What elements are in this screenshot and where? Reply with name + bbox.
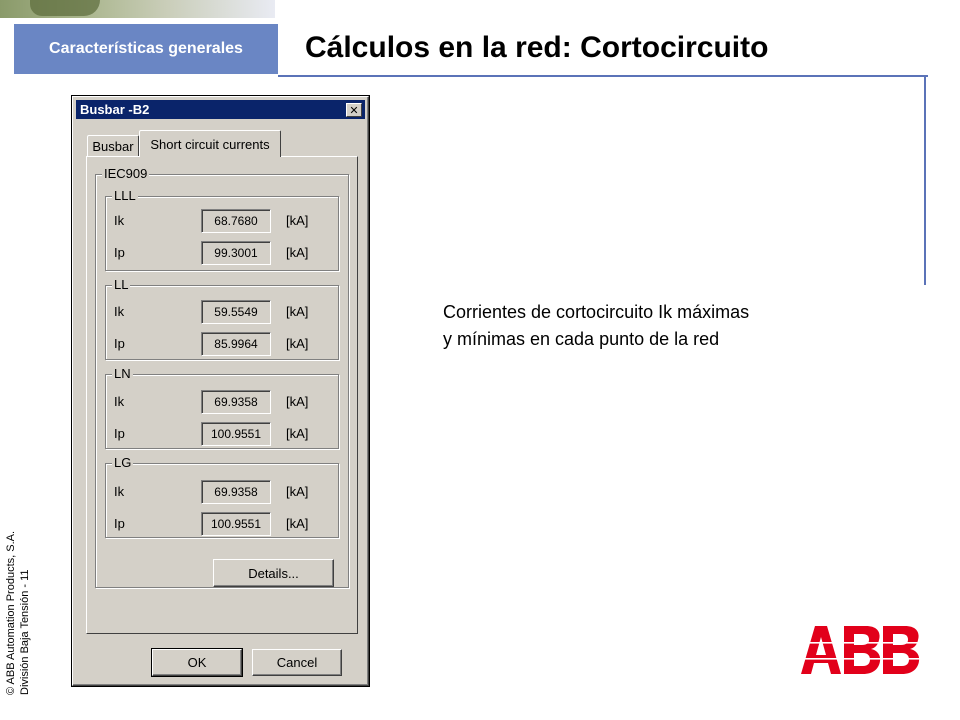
lg-ik-value: 69.9358 xyxy=(201,480,271,504)
abb-logo xyxy=(800,625,925,675)
unit-label: [kA] xyxy=(286,245,309,260)
ln-group-label: LN xyxy=(114,366,131,381)
ln-ip-value: 100.9551 xyxy=(201,422,271,446)
lll-ik-value: 68.7680 xyxy=(201,209,271,233)
details-button[interactable]: Details... xyxy=(213,559,334,587)
iec909-group xyxy=(95,166,349,588)
tab-busbar[interactable]: Busbar xyxy=(87,135,139,157)
description-line-1: Corrientes de cortocircuito Ik máximas xyxy=(443,302,750,322)
cancel-button[interactable]: Cancel xyxy=(252,649,342,676)
corner-image xyxy=(0,0,275,18)
copyright-line-2: División Baja Tensión - 11 xyxy=(19,569,31,695)
title-divider xyxy=(278,75,928,77)
copyright-line-1: © ABB Automation Products, S.A. xyxy=(5,530,17,695)
ll-ip-value: 85.9964 xyxy=(201,332,271,356)
ik-label: Ik xyxy=(114,304,125,319)
tab-short-circuit-currents[interactable]: Short circuit currents xyxy=(139,130,281,157)
ik-label: Ik xyxy=(114,394,125,409)
side-divider xyxy=(924,75,926,285)
section-tab: Características generales xyxy=(14,24,278,74)
ik-label: Ik xyxy=(114,484,125,499)
ln-group xyxy=(105,366,339,449)
ln-ik-value: 69.9358 xyxy=(201,390,271,414)
iec909-group-label: IEC909 xyxy=(104,166,148,181)
description-line-2: y mínimas en cada punto de la red xyxy=(443,329,720,349)
corner-image-detail xyxy=(30,0,100,16)
ip-label: Ip xyxy=(114,426,125,441)
dialog-titlebar[interactable] xyxy=(76,100,365,119)
ok-button[interactable]: OK xyxy=(152,649,242,676)
lll-group-label: LLL xyxy=(114,188,136,203)
ik-label: Ik xyxy=(114,213,125,228)
dialog-title: Busbar -B2 xyxy=(80,102,150,117)
unit-label: [kA] xyxy=(286,336,309,351)
copyright-note xyxy=(4,531,32,695)
lg-group xyxy=(105,455,339,538)
lll-ip-value: 99.3001 xyxy=(201,241,271,265)
ll-group-label: LL xyxy=(114,277,129,292)
unit-label: [kA] xyxy=(286,516,309,531)
close-icon[interactable]: ✕ xyxy=(346,103,362,117)
unit-label: [kA] xyxy=(286,484,309,499)
unit-label: [kA] xyxy=(286,394,309,409)
lg-group-label: LG xyxy=(114,455,132,470)
ip-label: Ip xyxy=(114,516,125,531)
unit-label: [kA] xyxy=(286,426,309,441)
ip-label: Ip xyxy=(114,245,125,260)
tab-panel xyxy=(86,156,358,634)
ll-ik-value: 59.5549 xyxy=(201,300,271,324)
unit-label: [kA] xyxy=(286,213,309,228)
slide-description xyxy=(443,299,913,353)
lg-ip-value: 100.9551 xyxy=(201,512,271,536)
ll-group xyxy=(105,277,339,360)
page-title: Cálculos en la red: Cortocircuito xyxy=(305,31,769,64)
unit-label: [kA] xyxy=(286,304,309,319)
busbar-dialog xyxy=(72,96,369,686)
ip-label: Ip xyxy=(114,336,125,351)
lll-group xyxy=(105,188,339,271)
